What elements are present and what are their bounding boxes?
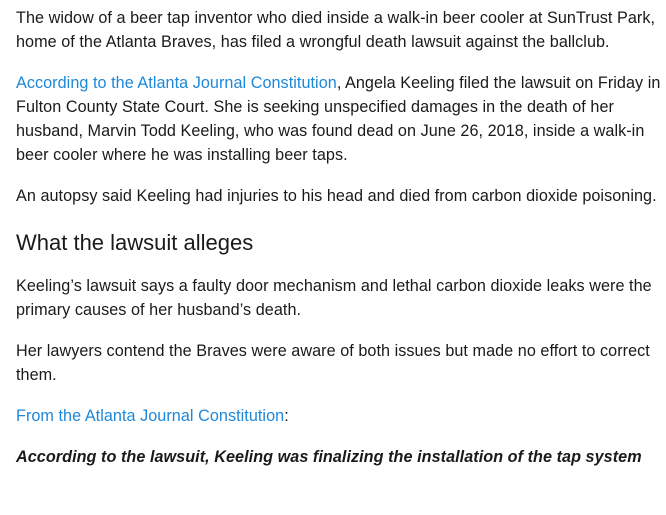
paragraph-source — [16, 404, 666, 428]
paragraph-filing — [16, 71, 666, 167]
paragraph-lawsuit-claims: Keeling’s lawsuit says a faulty door mechanism and lethal carbon dioxide leaks were the primary causes of her husband’s death. — [16, 277, 652, 319]
block-quote: According to the lawsuit, Keeling was finalizing the installation of the tap system — [16, 448, 642, 466]
section-heading: What the lawsuit alleges — [16, 230, 254, 255]
paragraph-source-colon: : — [284, 407, 289, 425]
ajc-quote-source-link[interactable]: From the Atlanta Journal Constitution — [16, 407, 285, 425]
paragraph-autopsy: An autopsy said Keeling had injuries to his head and died from carbon dioxide poisoning. — [16, 187, 657, 205]
paragraph-intro: The widow of a beer tap inventor who died inside a walk-in beer cooler at SunTrust Park, home of the Atlanta Braves, has filed a wrongful death lawsuit against the ballclub. — [16, 9, 656, 51]
paragraph-filing-text: , Angela Keeling filed the lawsuit on Friday in Fulton County State Court. She is seeking unspecified damages in the death of her husband, Marvin Todd Keeling, who was found dead on June 26, 2018, inside a walk-in beer cooler where he was installing beer taps. — [16, 74, 661, 164]
paragraph-lawyers: Her lawyers contend the Braves were aware of both issues but made no effort to correct them. — [16, 342, 650, 384]
ajc-source-link[interactable]: According to the Atlanta Journal Constitution — [16, 74, 337, 92]
